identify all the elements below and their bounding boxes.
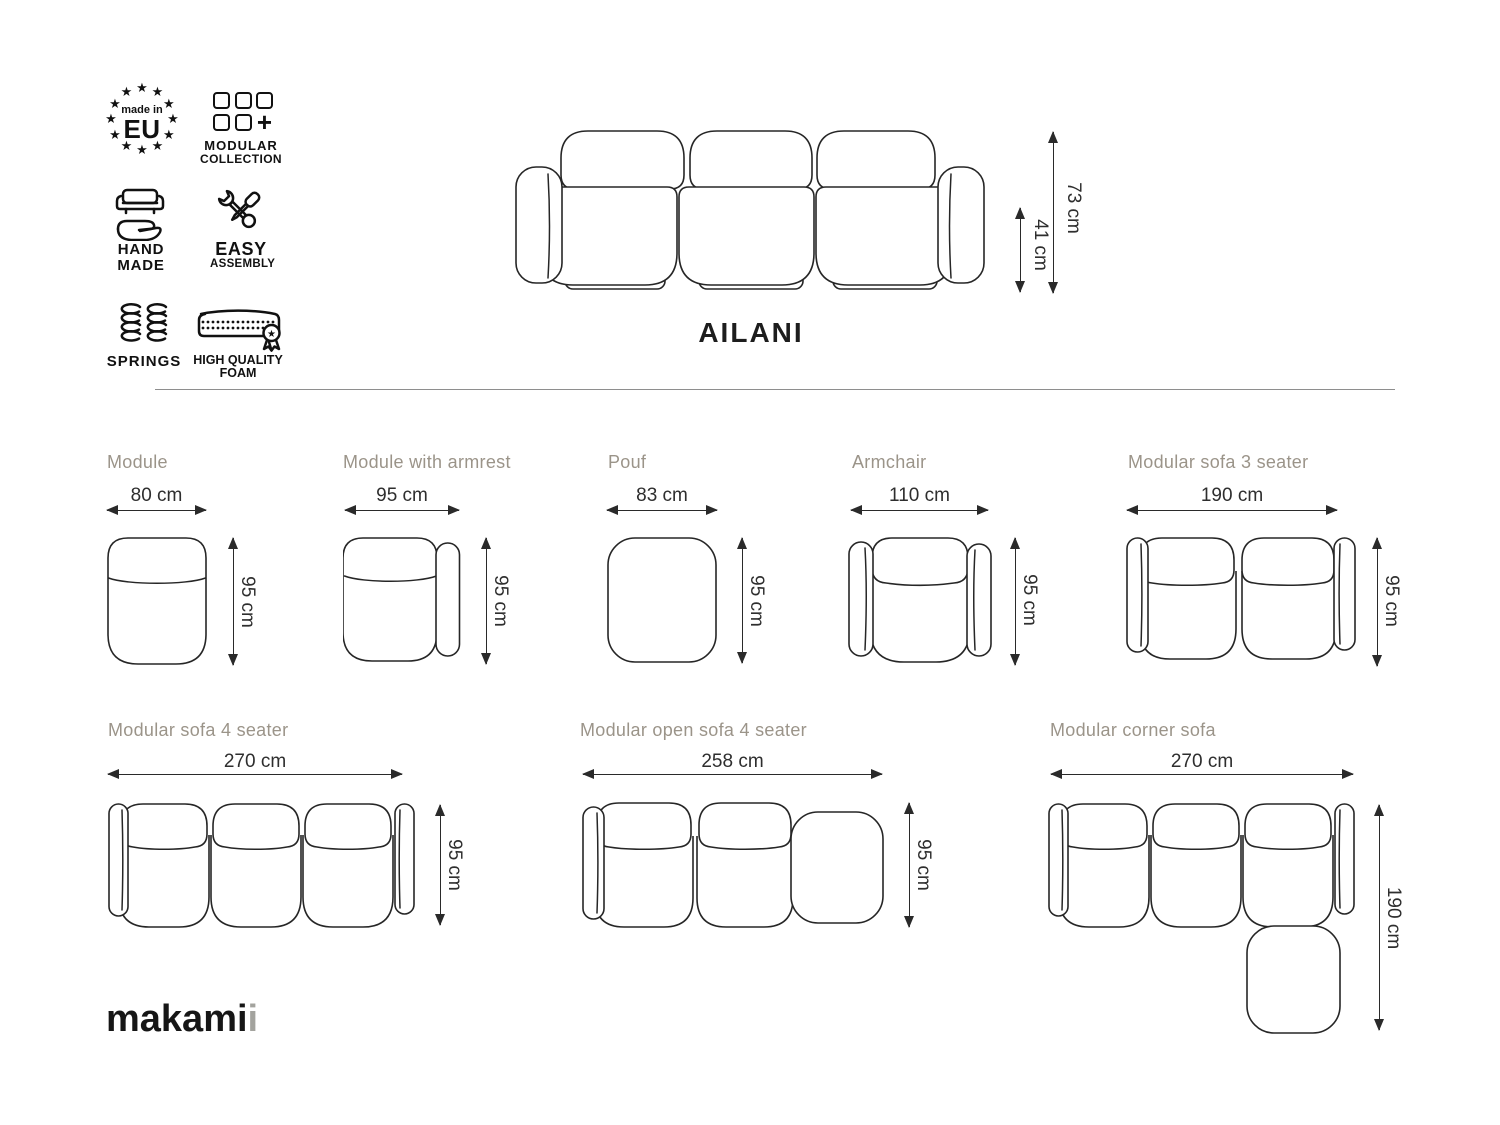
figure-name-module: Module [107, 452, 168, 472]
figure-name-pouf: Pouf [608, 452, 647, 472]
module-width-label: 80 cm [130, 485, 183, 506]
hero-total-height-label: 73 cm [1063, 182, 1084, 234]
sofa3-width-label: 190 cm [1200, 485, 1264, 506]
eu-star-icon: ★ [109, 127, 121, 143]
springs-label: SPRINGS [106, 353, 182, 370]
module-armrest-depth-label: 95 cm [490, 575, 511, 627]
module-top-drawing [107, 537, 207, 665]
hero-sofa-front-drawing [515, 130, 985, 294]
high-quality-foam-icon [192, 306, 284, 352]
foam-label: FOAM [219, 366, 257, 380]
module-depth-label: 95 cm [237, 576, 258, 628]
eu-star-icon: ★ [120, 84, 133, 100]
hero-seat-height-label: 41 cm [1030, 219, 1051, 271]
module-armrest-top-drawing [343, 537, 461, 663]
module-depth-arrow [233, 538, 234, 665]
sofa4-width-arrow [108, 774, 402, 775]
eu-star-icon: ★ [120, 138, 133, 154]
brand-logo-black: makami [106, 998, 248, 1040]
hero-seat-height-arrow [1020, 208, 1021, 292]
figure-name-corner-sofa: Modular corner sofa [1050, 720, 1216, 740]
open-sofa4-width-label: 258 cm [701, 751, 764, 772]
pouf-depth-arrow [742, 538, 743, 663]
modular-squares-plus-icon: + [213, 114, 275, 131]
svg-text:★: ★ [267, 329, 276, 340]
sofa4-top-drawing [108, 803, 415, 930]
hand-made-icon [114, 187, 168, 241]
armchair-width-label: 110 cm [889, 485, 950, 506]
corner-sofa-top-drawing [1048, 803, 1355, 1035]
figure-name-armchair: Armchair [852, 452, 927, 472]
armchair-width-arrow [851, 510, 988, 511]
made-label: MADE [117, 257, 165, 274]
figure-name-module-armrest: Module with armrest [343, 452, 511, 472]
sofa3-depth-arrow [1377, 538, 1378, 666]
hand-label: HAND [117, 241, 165, 258]
made-in-label: made in [121, 104, 163, 116]
easy-assembly-icon [214, 186, 266, 238]
high-quality-label: HIGH QUALITY [193, 353, 283, 367]
eu-star-icon: ★ [105, 111, 117, 127]
sofa3-depth-label: 95 cm [1381, 575, 1402, 627]
armchair-depth-label: 95 cm [1019, 574, 1040, 626]
open-sofa4-depth-arrow [909, 803, 910, 927]
corner-sofa-width-arrow [1051, 774, 1353, 775]
corner-sofa-depth-label: 190 cm [1383, 886, 1404, 950]
springs-icon [118, 302, 170, 348]
eu-star-icon: ★ [162, 96, 175, 112]
assembly-label: ASSEMBLY [210, 258, 276, 270]
open-sofa4-depth-label: 95 cm [913, 839, 934, 891]
eu-star-icon: ★ [151, 138, 164, 154]
sofa4-width-label: 270 cm [223, 751, 287, 772]
figure-name-sofa3: Modular sofa 3 seater [1128, 452, 1309, 472]
brand-logo-gray: i [247, 998, 259, 1040]
module-armrest-depth-arrow [486, 538, 487, 664]
module-armrest-width-arrow [345, 510, 459, 511]
open-sofa4-width-arrow [583, 774, 882, 775]
eu-star-icon: ★ [136, 80, 148, 96]
hero-total-height-arrow [1053, 132, 1054, 293]
eu-star-icon: ★ [162, 127, 175, 143]
eu-star-icon: ★ [167, 111, 179, 127]
sofa3-width-arrow [1127, 510, 1337, 511]
open-sofa4-top-drawing [582, 798, 885, 932]
modular-collection-badge [213, 92, 275, 137]
figure-name-sofa4: Modular sofa 4 seater [108, 720, 289, 740]
collection-label: COLLECTION [200, 152, 282, 166]
section-divider [155, 389, 1395, 390]
product-title: AILANI [698, 317, 804, 348]
module-width-arrow [107, 510, 206, 511]
sofa4-depth-arrow [440, 805, 441, 925]
eu-star-icon: ★ [151, 84, 164, 100]
sofa4-depth-label: 95 cm [444, 839, 465, 891]
eu-star-icon: ★ [136, 142, 148, 158]
brand-logo [106, 998, 258, 1041]
eu-label: EU [123, 114, 161, 144]
pouf-width-arrow [607, 510, 717, 511]
pouf-top-drawing [607, 537, 717, 663]
module-armrest-width-label: 95 cm [376, 485, 428, 506]
armchair-depth-arrow [1015, 538, 1016, 665]
corner-sofa-width-label: 270 cm [1170, 751, 1234, 772]
pouf-width-label: 83 cm [636, 485, 688, 506]
made-in-eu-badge [102, 80, 182, 160]
easy-label: EASY [215, 239, 267, 259]
corner-sofa-depth-arrow [1379, 805, 1380, 1030]
pouf-depth-label: 95 cm [746, 575, 767, 627]
figure-name-open-sofa4: Modular open sofa 4 seater [580, 720, 807, 740]
eu-star-icon: ★ [109, 96, 121, 112]
sofa3-top-drawing [1126, 537, 1356, 666]
armchair-top-drawing [848, 536, 992, 668]
modular-label: MODULAR [204, 138, 278, 153]
